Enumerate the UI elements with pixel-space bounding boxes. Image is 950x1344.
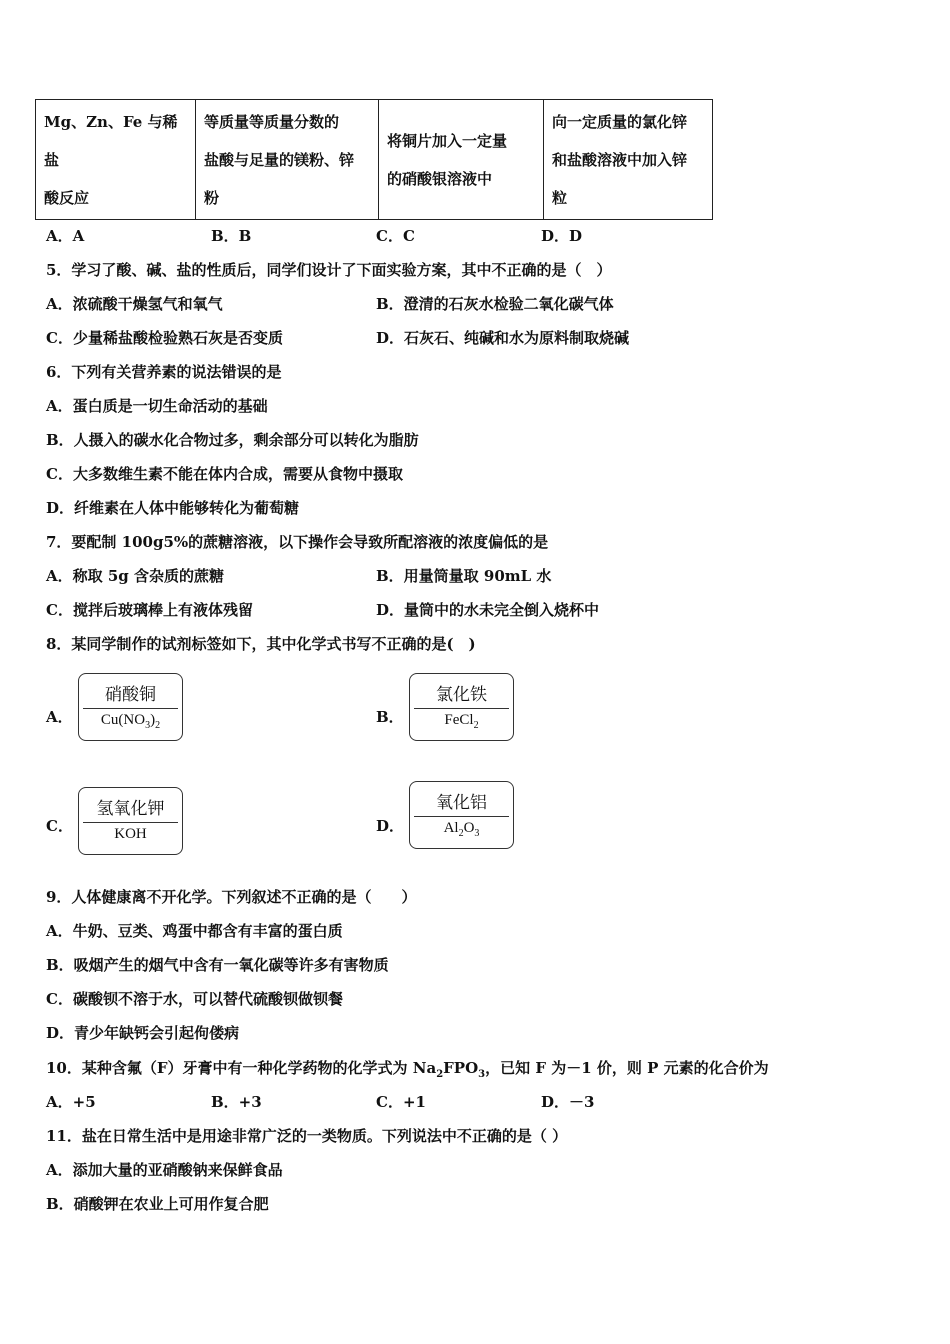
reagent-name: 氧化铝 xyxy=(436,793,487,813)
q8-option-d-letter: D． xyxy=(376,817,405,835)
reagent-label-b xyxy=(409,673,514,741)
q4-option-d: D．D xyxy=(541,227,583,245)
options-table xyxy=(35,99,713,220)
q8-option-c-letter: C． xyxy=(46,817,73,835)
q7-option-a: A．称取 5g 含杂质的蔗糖 xyxy=(46,567,225,585)
q6-option-a: A．蛋白质是一切生命活动的基础 xyxy=(46,397,268,415)
q4-option-a: A．A xyxy=(46,227,85,245)
label-divider xyxy=(414,708,509,709)
q9-stem: 9．人体健康离不开化学。下列叙述不正确的是（ ） xyxy=(46,888,417,906)
q8-option-a-letter: A． xyxy=(46,708,73,726)
q4-option-c: C．C xyxy=(376,227,415,245)
q10-option-c: C．+1 xyxy=(376,1093,426,1111)
q11-stem: 11．盐在日常生活中是用途非常广泛的一类物质。下列说法中不正确的是（ ） xyxy=(46,1127,568,1145)
q11-option-a: A．添加大量的亚硝酸钠来保鲜食品 xyxy=(46,1161,283,1179)
q7-option-c: C．搅拌后玻璃棒上有液体残留 xyxy=(46,601,253,619)
reagent-label-d xyxy=(409,781,514,849)
q9-option-a: A．牛奶、豆类、鸡蛋中都含有丰富的蛋白质 xyxy=(46,922,343,940)
table-cell-d: 向一定质量的氯化锌 和盐酸溶液中加入锌 粒 xyxy=(544,100,713,220)
table-cell-b: 等质量等质量分数的 盐酸与足量的镁粉、锌 粉 xyxy=(196,100,379,220)
table-cell-a: Mg、Zn、Fe 与稀盐 酸反应 xyxy=(36,100,196,220)
reagent-formula: KOH xyxy=(114,826,147,842)
reagent-name: 氢氧化钾 xyxy=(96,799,165,819)
q5-option-c: C．少量稀盐酸检验熟石灰是否变质 xyxy=(46,329,283,347)
q4-option-b: B．B xyxy=(211,227,252,245)
q7-stem: 7．要配制 100g5%的蔗糖溶液，以下操作会导致所配溶液的浓度偏低的是 xyxy=(46,533,549,551)
reagent-name: 氯化铁 xyxy=(436,685,487,705)
q10-option-b: B．+3 xyxy=(211,1093,262,1111)
q5-option-a: A．浓硫酸干燥氢气和氧气 xyxy=(46,295,223,313)
q6-stem: 6．下列有关营养素的说法错误的是 xyxy=(46,363,282,381)
reagent-formula: FeCl$_2$ xyxy=(444,712,479,731)
q7-option-d: D．量筒中的水未完全倒入烧杯中 xyxy=(376,601,600,619)
reagent-label-c xyxy=(78,787,183,855)
reagent-formula: $Cu(NO_3)_2$ xyxy=(100,712,161,731)
q8-option-b-letter: B． xyxy=(376,708,404,726)
q5-option-b: B．澄清的石灰水检验二氧化碳气体 xyxy=(376,295,614,313)
table-cell-c: 将铜片加入一定量 的硝酸银溶液中 xyxy=(379,100,544,220)
reagent-name: 硝酸铜 xyxy=(105,685,156,705)
q9-option-b: B．吸烟产生的烟气中含有一氧化碳等许多有害物质 xyxy=(46,956,389,974)
q6-option-b: B．人摄入的碳水化合物过多，剩余部分可以转化为脂肪 xyxy=(46,431,419,449)
q6-option-c: C．大多数维生素不能在体内合成，需要从食物中摄取 xyxy=(46,465,403,483)
label-divider xyxy=(83,708,178,709)
label-divider xyxy=(83,822,178,823)
reagent-label-a xyxy=(78,673,183,741)
q6-option-d: D．纤维素在人体中能够转化为葡萄糖 xyxy=(46,499,300,517)
q10-option-d: D．－3 xyxy=(541,1093,595,1111)
q7-option-b: B．用量筒量取 90mL 水 xyxy=(376,567,552,585)
reagent-formula: $Al_2O_3$ xyxy=(443,820,480,839)
q8-stem: 8．某同学制作的试剂标签如下，其中化学式书写不正确的是( ) xyxy=(46,635,476,653)
q10-stem: 10．某种含氟（F）牙膏中有一种化学药物的化学式为 $Na_2FPO_3$，已知 F 为－1 价，则 P 元素的化合价为 xyxy=(46,1059,769,1080)
q10-option-a: A．+5 xyxy=(46,1093,96,1111)
q9-option-d: D．青少年缺钙会引起佝偻病 xyxy=(46,1024,240,1042)
q5-option-d: D．石灰石、纯碱和水为原料制取烧碱 xyxy=(376,329,630,347)
q11-option-b: B．硝酸钾在农业上可用作复合肥 xyxy=(46,1195,269,1213)
q9-option-c: C．碳酸钡不溶于水，可以替代硫酸钡做钡餐 xyxy=(46,990,343,1008)
q5-stem: 5．学习了酸、碱、盐的性质后，同学们设计了下面实验方案，其中不正确的是（ ） xyxy=(46,261,612,279)
label-divider xyxy=(414,816,509,817)
